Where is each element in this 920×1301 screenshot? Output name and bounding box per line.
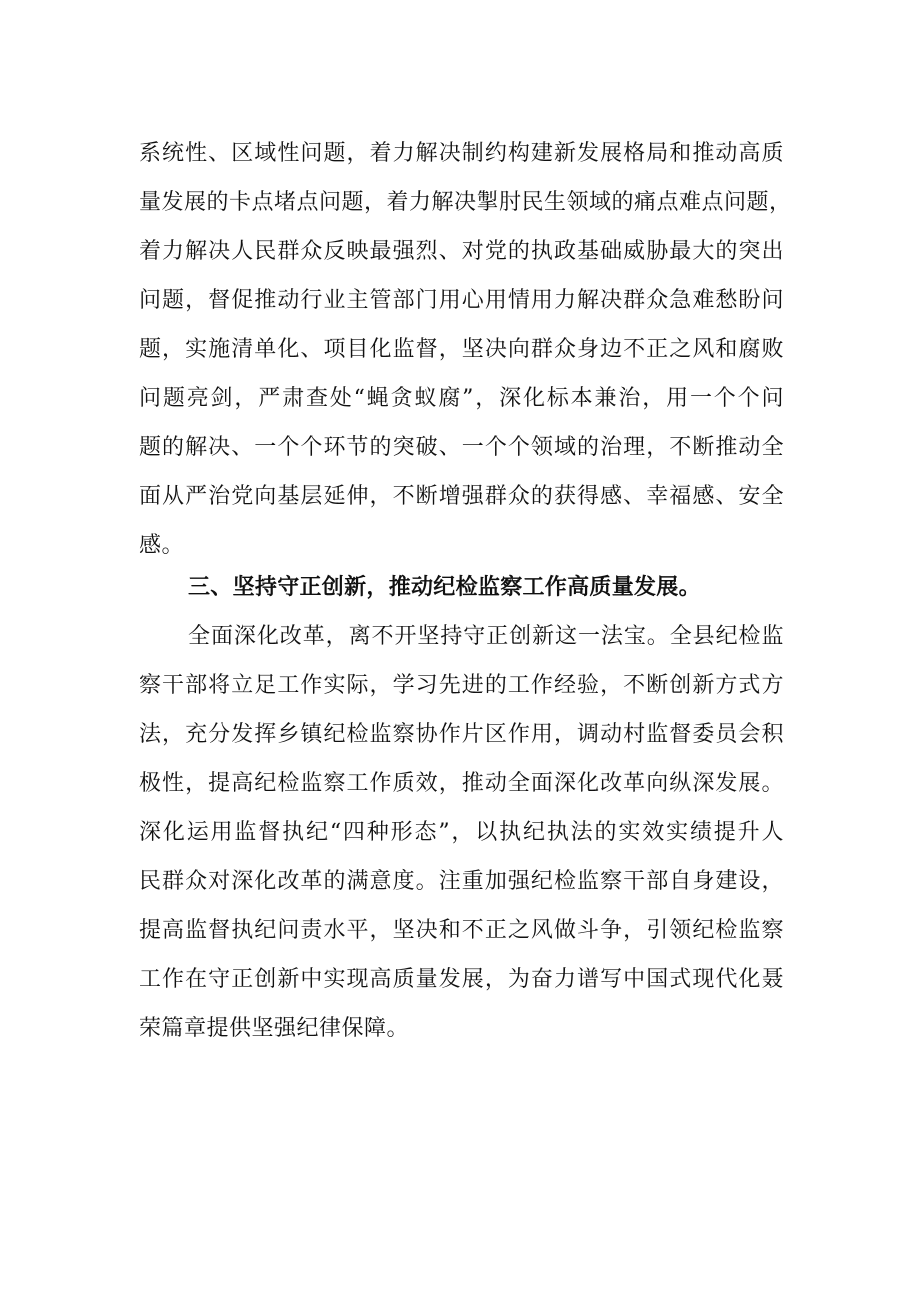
- text-line: 察干部将立足工作实际，学习先进的工作经验，不断创新方式方: [139, 673, 784, 698]
- text-line: 法，充分发挥乡镇纪检监察协作片区作用，调动村监督委员会积: [139, 722, 784, 747]
- text-line: 问题，督促推动行业主管部门用心用情用力解决群众急难愁盼问: [139, 288, 784, 313]
- text-line: 问题亮剑，严肃查处“蝇贪蚁腐”，深化标本兼治，用一个个问: [139, 386, 784, 411]
- section-heading: 三、坚持守正创新，推动纪检监察工作高质量发展。: [188, 575, 701, 600]
- text-line: 民群众对深化改革的满意度。注重加强纪检监察干部自身建设，: [139, 869, 784, 894]
- text-line: 深化运用监督执纪“四种形态”，以执纪执法的实效实绩提升人: [139, 820, 784, 845]
- text-line: 全面深化改革，离不开坚持守正创新这一法宝。全县纪检监: [188, 624, 784, 649]
- text-line: 工作在守正创新中实现高质量发展，为奋力谱写中国式现代化聂: [139, 967, 784, 992]
- text-line: 面从严治党向基层延伸，不断增强群众的获得感、幸福感、安全: [139, 484, 784, 509]
- text-line: 感。: [139, 533, 185, 558]
- text-line: 荣篇章提供坚强纪律保障。: [139, 1016, 410, 1041]
- text-line: 极性，提高纪检监察工作质效，推动全面深化改革向纵深发展。: [139, 771, 784, 796]
- text-line: 着力解决人民群众反映最强烈、对党的执政基础威胁最大的突出: [139, 239, 784, 264]
- paragraph-continuation: [139, 129, 792, 570]
- text-line: 量发展的卡点堵点问题，着力解决掣肘民生领域的痛点难点问题，: [139, 190, 792, 215]
- paragraph-section-three: [139, 612, 784, 1053]
- text-line: 题，实施清单化、项目化监督，坚决向群众身边不正之风和腐败: [139, 337, 784, 362]
- text-line: 系统性、区域性问题，着力解决制约构建新发展格局和推动高质: [139, 141, 784, 166]
- text-line: 提高监督执纪问责水平，坚决和不正之风做斗争，引领纪检监察: [139, 918, 784, 943]
- text-line: 题的解决、一个个环节的突破、一个个领域的治理，不断推动全: [139, 435, 784, 460]
